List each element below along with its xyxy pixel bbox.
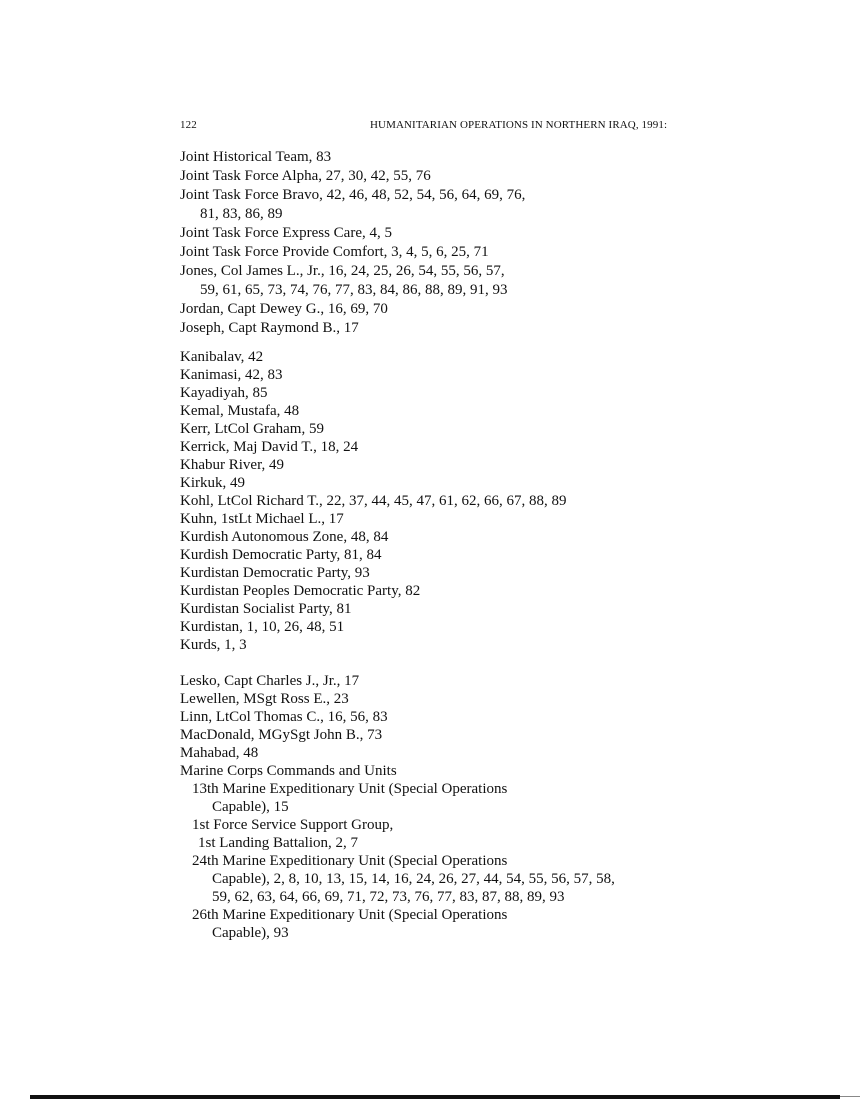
- index-entry-line: Kirkuk, 49: [180, 475, 245, 491]
- index-entry-line: 24th Marine Expeditionary Unit (Special Operations: [192, 853, 508, 869]
- index-group-l: [180, 672, 388, 726]
- index-entry-line: Kurdistan Peoples Democratic Party, 82: [180, 583, 421, 599]
- index-entry-line: Lesko, Capt Charles J., Jr., 17: [180, 673, 360, 689]
- index-entry-line: 81, 83, 86, 89: [200, 206, 283, 222]
- index-entry-line: Kohl, LtCol Richard T., 22, 37, 44, 45, 47, 61, 62, 66, 67, 88, 89: [180, 493, 567, 509]
- index-entry-line: Joseph, Capt Raymond B., 17: [180, 320, 359, 336]
- index-entry-line: 59, 62, 63, 64, 66, 69, 71, 72, 73, 76, 77, 83, 87, 88, 89, 93: [212, 889, 565, 905]
- index-entry-line: Capable), 15: [212, 799, 289, 815]
- index-entry-line: Lewellen, MSgt Ross E., 23: [180, 691, 349, 707]
- index-entry-line: Khabur River, 49: [180, 457, 284, 473]
- index-group-j: [180, 148, 525, 338]
- bottom-rule: [30, 1095, 840, 1099]
- index-entry-line: Joint Task Force Bravo, 42, 46, 48, 52, 54, 56, 64, 69, 76,: [180, 187, 526, 203]
- index-entry-line: Jones, Col James L., Jr., 16, 24, 25, 26, 54, 55, 56, 57,: [180, 263, 505, 279]
- index-entry-line: Kerrick, Maj David T., 18, 24: [180, 439, 359, 455]
- index-entry-line: Capable), 93: [212, 925, 289, 941]
- index-entry-line: Kurdistan Socialist Party, 81: [180, 601, 352, 617]
- index-entry-line: Capable), 2, 8, 10, 13, 15, 14, 16, 24, 26, 27, 44, 54, 55, 56, 57, 58,: [212, 871, 615, 887]
- index-entry-line: 1st Landing Battalion, 2, 7: [198, 835, 358, 851]
- index-entry-line: Jordan, Capt Dewey G., 16, 69, 70: [180, 301, 388, 317]
- running-title: HUMANITARIAN OPERATIONS IN NORTHERN IRAQ, 1991:: [370, 119, 668, 131]
- index-entry-line: Kurdish Autonomous Zone, 48, 84: [180, 529, 389, 545]
- page-number: 122: [180, 119, 197, 131]
- index-entry-line: Kerr, LtCol Graham, 59: [180, 421, 324, 437]
- index-entry-line: MacDonald, MGySgt John B., 73: [180, 727, 383, 743]
- index-entry-line: Marine Corps Commands and Units: [180, 763, 397, 779]
- index-group-k: [180, 348, 567, 654]
- index-entry-line: Joint Task Force Alpha, 27, 30, 42, 55, 76: [180, 168, 431, 184]
- index-entry-line: Joint Historical Team, 83: [180, 149, 332, 165]
- index-entry-line: Kurdistan Democratic Party, 93: [180, 565, 370, 581]
- bottom-rule-tail: [840, 1096, 860, 1097]
- index-entry-line: Mahabad, 48: [180, 745, 259, 761]
- index-entry-line: Kemal, Mustafa, 48: [180, 403, 300, 419]
- index-entry-line: 26th Marine Expeditionary Unit (Special Operations: [192, 907, 508, 923]
- index-entry-line: Kanimasi, 42, 83: [180, 367, 283, 383]
- index-entry-line: 13th Marine Expeditionary Unit (Special Operations: [192, 781, 508, 797]
- index-entry-line: Kurdistan, 1, 10, 26, 48, 51: [180, 619, 345, 635]
- index-group-m: [180, 726, 615, 942]
- index-entry-line: Joint Task Force Express Care, 4, 5: [180, 225, 392, 241]
- index-entry-line: Kuhn, 1stLt Michael L., 17: [180, 511, 344, 527]
- index-entry-line: Linn, LtCol Thomas C., 16, 56, 83: [180, 709, 388, 725]
- index-entry-line: Kayadiyah, 85: [180, 385, 268, 401]
- index-entry-line: Joint Task Force Provide Comfort, 3, 4, 5, 6, 25, 71: [180, 244, 489, 260]
- index-entry-line: Kurds, 1, 3: [180, 637, 247, 653]
- index-entry-line: Kurdish Democratic Party, 81, 84: [180, 547, 382, 563]
- index-entry-line: Kanibalav, 42: [180, 349, 264, 365]
- index-entry-line: 59, 61, 65, 73, 74, 76, 77, 83, 84, 86, 88, 89, 91, 93: [200, 282, 508, 298]
- index-entry-line: 1st Force Service Support Group,: [192, 817, 394, 833]
